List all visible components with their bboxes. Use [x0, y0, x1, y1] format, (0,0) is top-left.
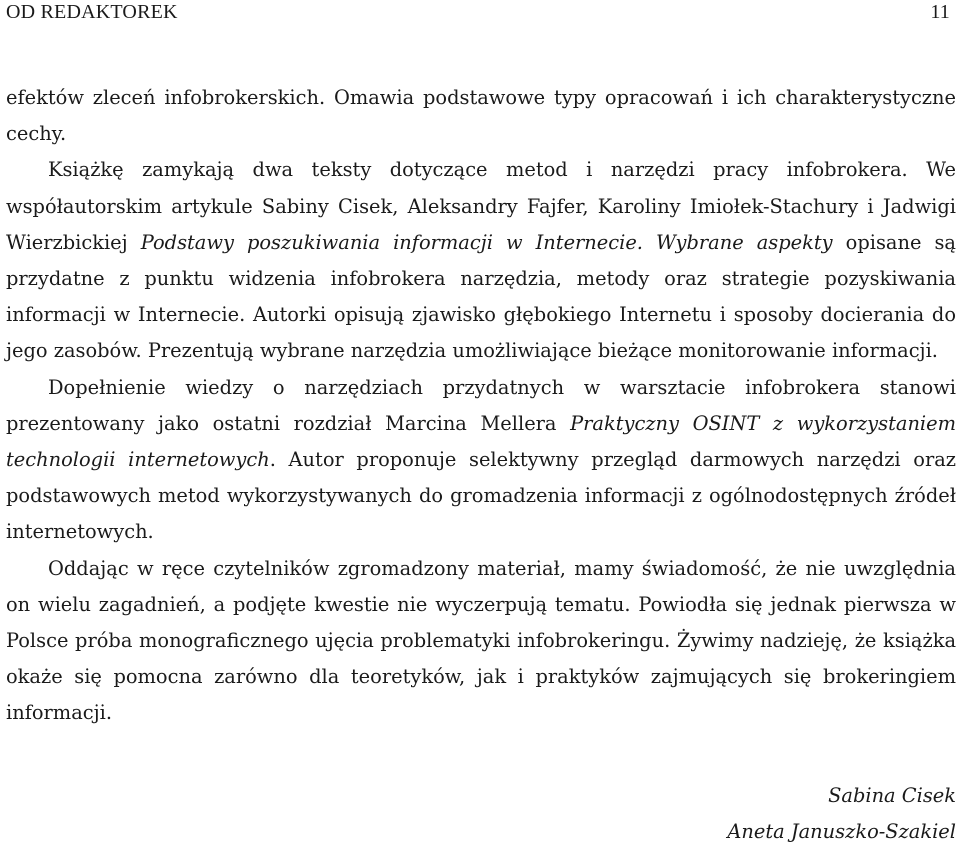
paragraph-2-title: Podstawy poszukiwania informacji w Internecie. Wybrane aspekty [140, 230, 833, 254]
running-head [6, 0, 956, 31]
signature-name-2: Aneta Januszko-Szakiel [727, 820, 956, 843]
paragraph-2 [6, 152, 956, 369]
signature-name-1: Sabina Cisek [828, 784, 956, 807]
body-text [6, 80, 956, 732]
signature-block [727, 778, 956, 850]
paragraph-3-title: Praktyczny OSINT z wykorzystaniem technologii internetowych [6, 411, 956, 472]
page-number: 11 [930, 1, 950, 23]
running-head-section: OD REDAKTOREK [6, 1, 178, 23]
paragraph-1-text: efektów zleceń infobrokerskich. Omawia podstawowe typy opracowań i ich charakterystyczne cechy. [6, 86, 956, 146]
paragraph-3 [6, 370, 956, 551]
paragraph-3-text-b: . Autor proponuje selektywny przegląd darmowych narzędzi oraz podstawowych metod wykorzystywanych do gromadzenia informacji z ogólnodostępnych źródeł internetowych. [6, 448, 956, 544]
paragraph-3-text-a: Dopełnienie wiedzy o narzędziach przydatnych w warsztacie infobrokera stanowi prezentowany jako ostatni rozdział Marcina Mellera [6, 375, 956, 435]
paragraph-1 [6, 80, 956, 152]
paragraph-2-text-a: Książkę zamykają dwa teksty dotyczące metod i narzędzi pracy infobrokera. We współautorskim artykule Sabiny Cisek, Aleksandry Fajfer, Karoliny Imiołek-Stachury i Jadwigi Wierzbickiej [6, 158, 956, 254]
paragraph-4 [6, 551, 956, 732]
paragraph-4-text: Oddając w ręce czytelników zgromadzony materiał, mamy świadomość, że nie uwzględnia on wielu zagadnień, a podjęte kwestie nie wyczerpują tematu. Powiodła się jednak pierwsza w Polsce próba monograficznego ujęcia problematyki infobrokeringu. Żywimy nadzieję, że książka okaże się pomocna zarówno dla teoretyków, jak i praktyków zajmujących się brokeringiem informacji. [6, 556, 956, 725]
book-page [6, 0, 956, 843]
paragraph-2-text-b: opisane są przydatne z punktu widzenia infobrokera narzędzia, metody oraz strategie pozyskiwania informacji w Internecie. Autorki opisują zjawisko głębokiego Internetu i sposoby docierania do jego zasobów. Prezentują wybrane narzędzia umożliwiające bieżące monitorowanie informacji. [6, 230, 956, 363]
